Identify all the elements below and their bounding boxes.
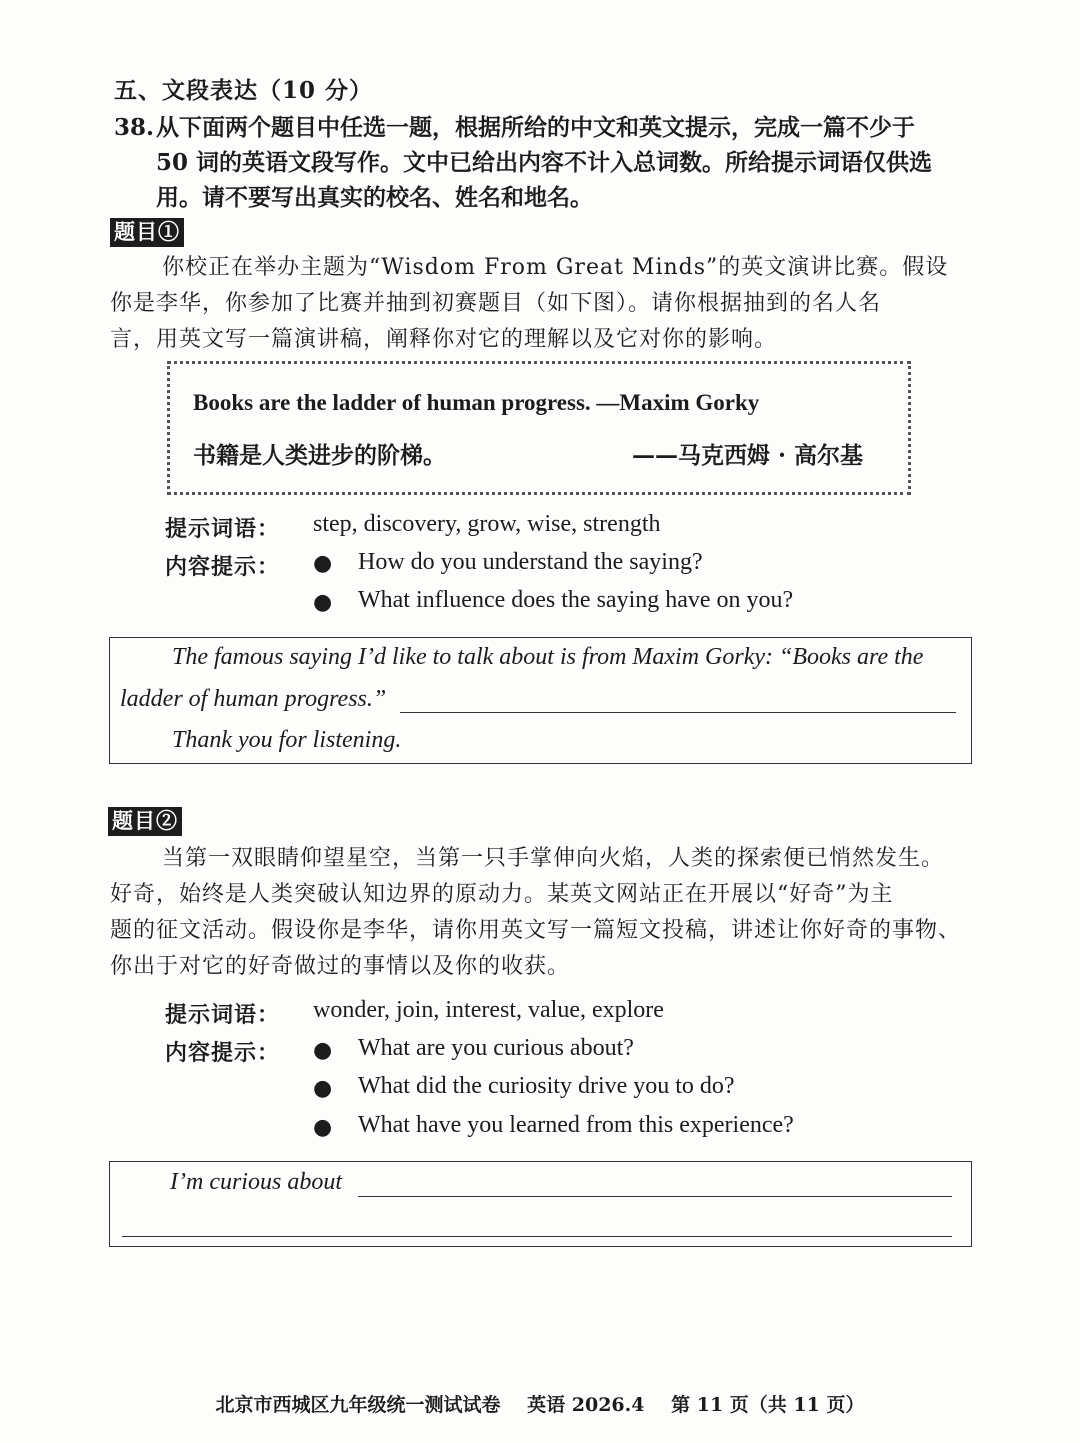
quote-chinese: 书籍是人类进步的阶梯。 <box>193 442 446 469</box>
quote-english: Books are the ladder of human progress. —Maxim Gorky <box>193 390 760 415</box>
page-footer <box>0 1390 1080 1417</box>
bullet-dot-icon: ● <box>313 551 333 576</box>
topic2-paragraph-line-4: 你出于对它的好奇做过的事情以及你的收获。 <box>110 954 571 979</box>
topic2-hint-label: 提示词语： <box>165 1002 281 1028</box>
section-title: 五、文段表达（10 分） <box>114 77 374 104</box>
topic1-paragraph <box>110 250 980 358</box>
topic2-bullet-2: What did the curiosity drive you to do? <box>358 1073 735 1099</box>
topic1-bullet-1: How do you understand the saying? <box>358 549 703 575</box>
topic1-hint-label: 提示词语： <box>165 516 281 542</box>
topic2-content-label: 内容提示： <box>165 1040 281 1066</box>
quote-box <box>167 361 911 495</box>
footer-subject: 英语 2026.4 <box>527 1394 645 1416</box>
topic1-answer-line-2: ladder of human progress.” <box>120 686 387 712</box>
topic1-answer-blank[interactable] <box>400 712 956 713</box>
topic2-paragraph-line-3: 题的征文活动。假设你是李华，请你用英文写一篇短文投稿，讲述让你好奇的事物、 <box>110 918 962 943</box>
question-instructions <box>114 110 974 215</box>
question-line-1: 38.从下面两个题目中任选一题，根据所给的中文和英文提示，完成一篇不少于 <box>114 110 974 145</box>
topic1-answer-line-1: The famous saying I’d like to talk about is from Maxim Gorky: “Books are the <box>172 644 924 670</box>
question-line-2: 50 词的英语文段写作。文中已给出内容不计入总词数。所给提示词语仅供选 <box>156 149 933 176</box>
bullet-dot-icon: ● <box>313 1115 333 1140</box>
bullet-dot-icon: ● <box>313 1076 333 1101</box>
topic2-badge: 题目② <box>108 807 182 836</box>
footer-exam: 北京市西城区九年级统一测试试卷 <box>215 1394 501 1416</box>
topic2-bullet-1: What are you curious about? <box>358 1035 634 1061</box>
topic2-bullet-3: What have you learned from this experience? <box>358 1112 794 1138</box>
topic1-paragraph-line-2: 你是李华，你参加了比赛并抽到初赛题目（如下图）。请你根据抽到的名人名 <box>110 291 882 316</box>
topic1-answer-end: Thank you for listening. <box>172 727 402 753</box>
topic2-paragraph-line-1: 当第一双眼睛仰望星空，当第一只手掌伸向火焰，人类的探索便已悄然发生。 <box>162 846 945 871</box>
question-line-3: 用。请不要写出真实的校名、姓名和地名。 <box>156 184 593 211</box>
topic2-hint-words: wonder, join, interest, value, explore <box>313 997 664 1023</box>
topic2-paragraph-line-2: 好奇，始终是人类突破认知边界的原动力。某英文网站正在开展以“好奇”为主 <box>110 882 894 907</box>
topic2-answer-start: I’m curious about <box>170 1169 342 1195</box>
topic1-badge: 题目① <box>110 218 184 247</box>
topic1-hint-words: step, discovery, grow, wise, strength <box>313 511 661 537</box>
topic1-paragraph-line-3: 言，用英文写一篇演讲稿，阐释你对它的理解以及它对你的影响。 <box>110 327 778 352</box>
bullet-dot-icon: ● <box>313 590 333 615</box>
topic2-paragraph <box>110 841 980 985</box>
bullet-dot-icon: ● <box>313 1038 333 1063</box>
topic1-content-label: 内容提示： <box>165 554 281 580</box>
topic1-bullet-2: What influence does the saying have on you? <box>358 587 794 613</box>
quote-chinese-author: ——马克西姆 · 高尔基 <box>632 442 864 469</box>
topic1-paragraph-line-1: 你校正在举办主题为“Wisdom From Great Minds”的英文演讲比赛。假设 <box>162 255 949 280</box>
footer-page: 第 11 页（共 11 页） <box>671 1394 865 1416</box>
topic2-answer-blank-2[interactable] <box>122 1236 952 1237</box>
question-number: 38. <box>114 114 155 141</box>
topic2-answer-blank-1[interactable] <box>358 1196 952 1197</box>
